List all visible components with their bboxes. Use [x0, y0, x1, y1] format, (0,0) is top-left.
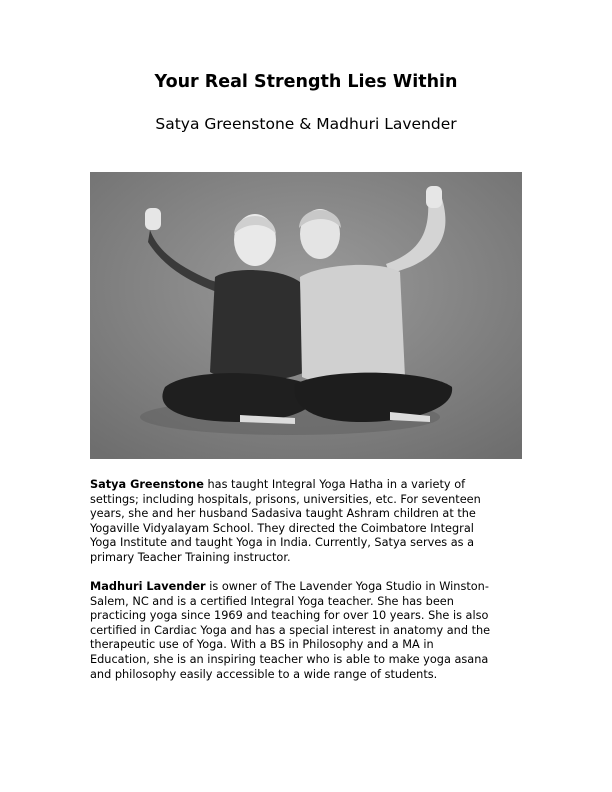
bio-line: settings; including hospitals, prisons, universities, etc. For seventeen: [90, 492, 481, 506]
bio-line: therapeutic use of Yoga. With a BS in Philosophy and a MA in: [90, 638, 434, 652]
page-title: Your Real Strength Lies Within: [154, 72, 458, 92]
page-subtitle: Satya Greenstone & Madhuri Lavender: [155, 115, 457, 133]
bio-line: and philosophy easily accessible to a wide range of students.: [90, 667, 438, 681]
bio-satya: [90, 478, 526, 566]
bio-line: Yogaville Vidyalayam School. They directed the Coimbatore Integral: [90, 521, 474, 535]
bio-name: Madhuri Lavender: [90, 580, 206, 593]
bio-line: Yoga Institute and taught Yoga in India. Currently, Satya serves as a: [90, 536, 475, 550]
bio-line: Education, she is an inspiring teacher who is able to make yoga asana: [90, 652, 489, 666]
bio-madhuri: [90, 580, 526, 682]
teachers-photo: [90, 172, 522, 459]
bio-line: certified in Cardiac Yoga and has a special interest in anatomy and the: [90, 623, 491, 637]
bio-line: Satya Greenstone has taught Integral Yoga Hatha in a variety of: [90, 478, 466, 491]
bio-line: practicing yoga since 1969 and teaching for over 10 years. She is also: [90, 609, 489, 623]
bio-line: Madhuri Lavender is owner of The Lavender Yoga Studio in Winston-: [90, 580, 489, 593]
bio-line: years, she and her husband Sadasiva taught Ashram children at the: [90, 507, 476, 521]
bio-line: Salem, NC and is a certified Integral Yoga teacher. She has been: [90, 594, 454, 608]
bio-name: Satya Greenstone: [90, 478, 204, 491]
bio-line: primary Teacher Training instructor.: [90, 550, 291, 564]
